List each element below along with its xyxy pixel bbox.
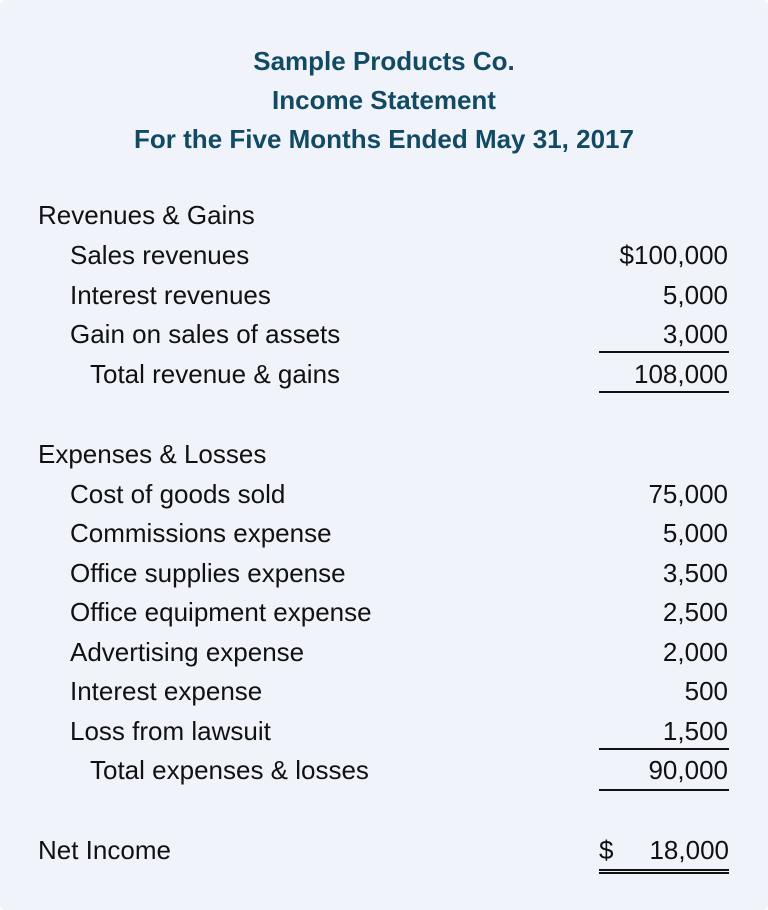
line-item-label: Commissions expense xyxy=(70,518,332,548)
line-item-amount: 500 xyxy=(684,676,728,706)
line-item-label: Interest expense xyxy=(70,676,263,706)
line-item xyxy=(0,553,768,593)
line-item xyxy=(0,632,768,672)
line-item-amount: 3,000 xyxy=(662,319,728,349)
expenses-heading-row xyxy=(0,434,768,474)
line-item-label: Cost of goods sold xyxy=(70,479,286,509)
revenues-total-amount: 108,000 xyxy=(634,359,728,389)
statement-period: For the Five Months Ended May 31, 2017 xyxy=(134,124,634,154)
total-rule xyxy=(599,789,729,791)
total-rule xyxy=(599,391,729,393)
line-item-label: Advertising expense xyxy=(70,637,305,667)
net-income-row xyxy=(0,830,768,870)
subtotal-rule xyxy=(599,351,729,353)
line-item-label: Interest revenues xyxy=(70,280,271,310)
line-item xyxy=(0,671,768,711)
line-item-amount: 2,500 xyxy=(662,597,728,627)
line-item-label: Sales revenues xyxy=(70,240,250,270)
expenses-heading: Expenses & Losses xyxy=(38,439,267,469)
line-item xyxy=(0,513,768,553)
revenues-total-row xyxy=(0,354,768,394)
line-item-label: Gain on sales of assets xyxy=(70,319,341,349)
line-item-amount: 75,000 xyxy=(648,479,728,509)
line-item-amount: 2,000 xyxy=(662,637,728,667)
line-item-amount: 1,500 xyxy=(662,716,728,746)
line-item-amount: 3,500 xyxy=(662,558,728,588)
revenues-heading-row xyxy=(0,195,768,235)
line-item-amount: $100,000 xyxy=(619,240,728,270)
line-item-label: Office supplies expense xyxy=(70,558,346,588)
company-name: Sample Products Co. xyxy=(253,46,515,76)
line-item xyxy=(0,592,768,632)
revenues-total-label: Total revenue & gains xyxy=(90,359,341,389)
net-income-value: 18,000 xyxy=(649,835,729,865)
expenses-total-row xyxy=(0,750,768,790)
net-income-double-rule xyxy=(599,869,729,874)
line-item-label: Office equipment expense xyxy=(70,597,372,627)
line-item xyxy=(0,235,768,275)
line-item xyxy=(0,275,768,315)
revenues-heading: Revenues & Gains xyxy=(38,200,255,230)
currency-symbol: $ xyxy=(599,835,614,865)
expenses-total-amount: 90,000 xyxy=(648,755,728,785)
line-item-amount: 5,000 xyxy=(662,280,728,310)
line-item-amount: 5,000 xyxy=(662,518,728,548)
line-item xyxy=(0,474,768,514)
expenses-total-label: Total expenses & losses xyxy=(90,755,369,785)
net-income-label: Net Income xyxy=(38,835,171,865)
statement-title: Income Statement xyxy=(272,85,496,115)
line-item-label: Loss from lawsuit xyxy=(70,716,271,746)
statement-header xyxy=(0,42,768,159)
line-item xyxy=(0,711,768,751)
line-item xyxy=(0,314,768,354)
